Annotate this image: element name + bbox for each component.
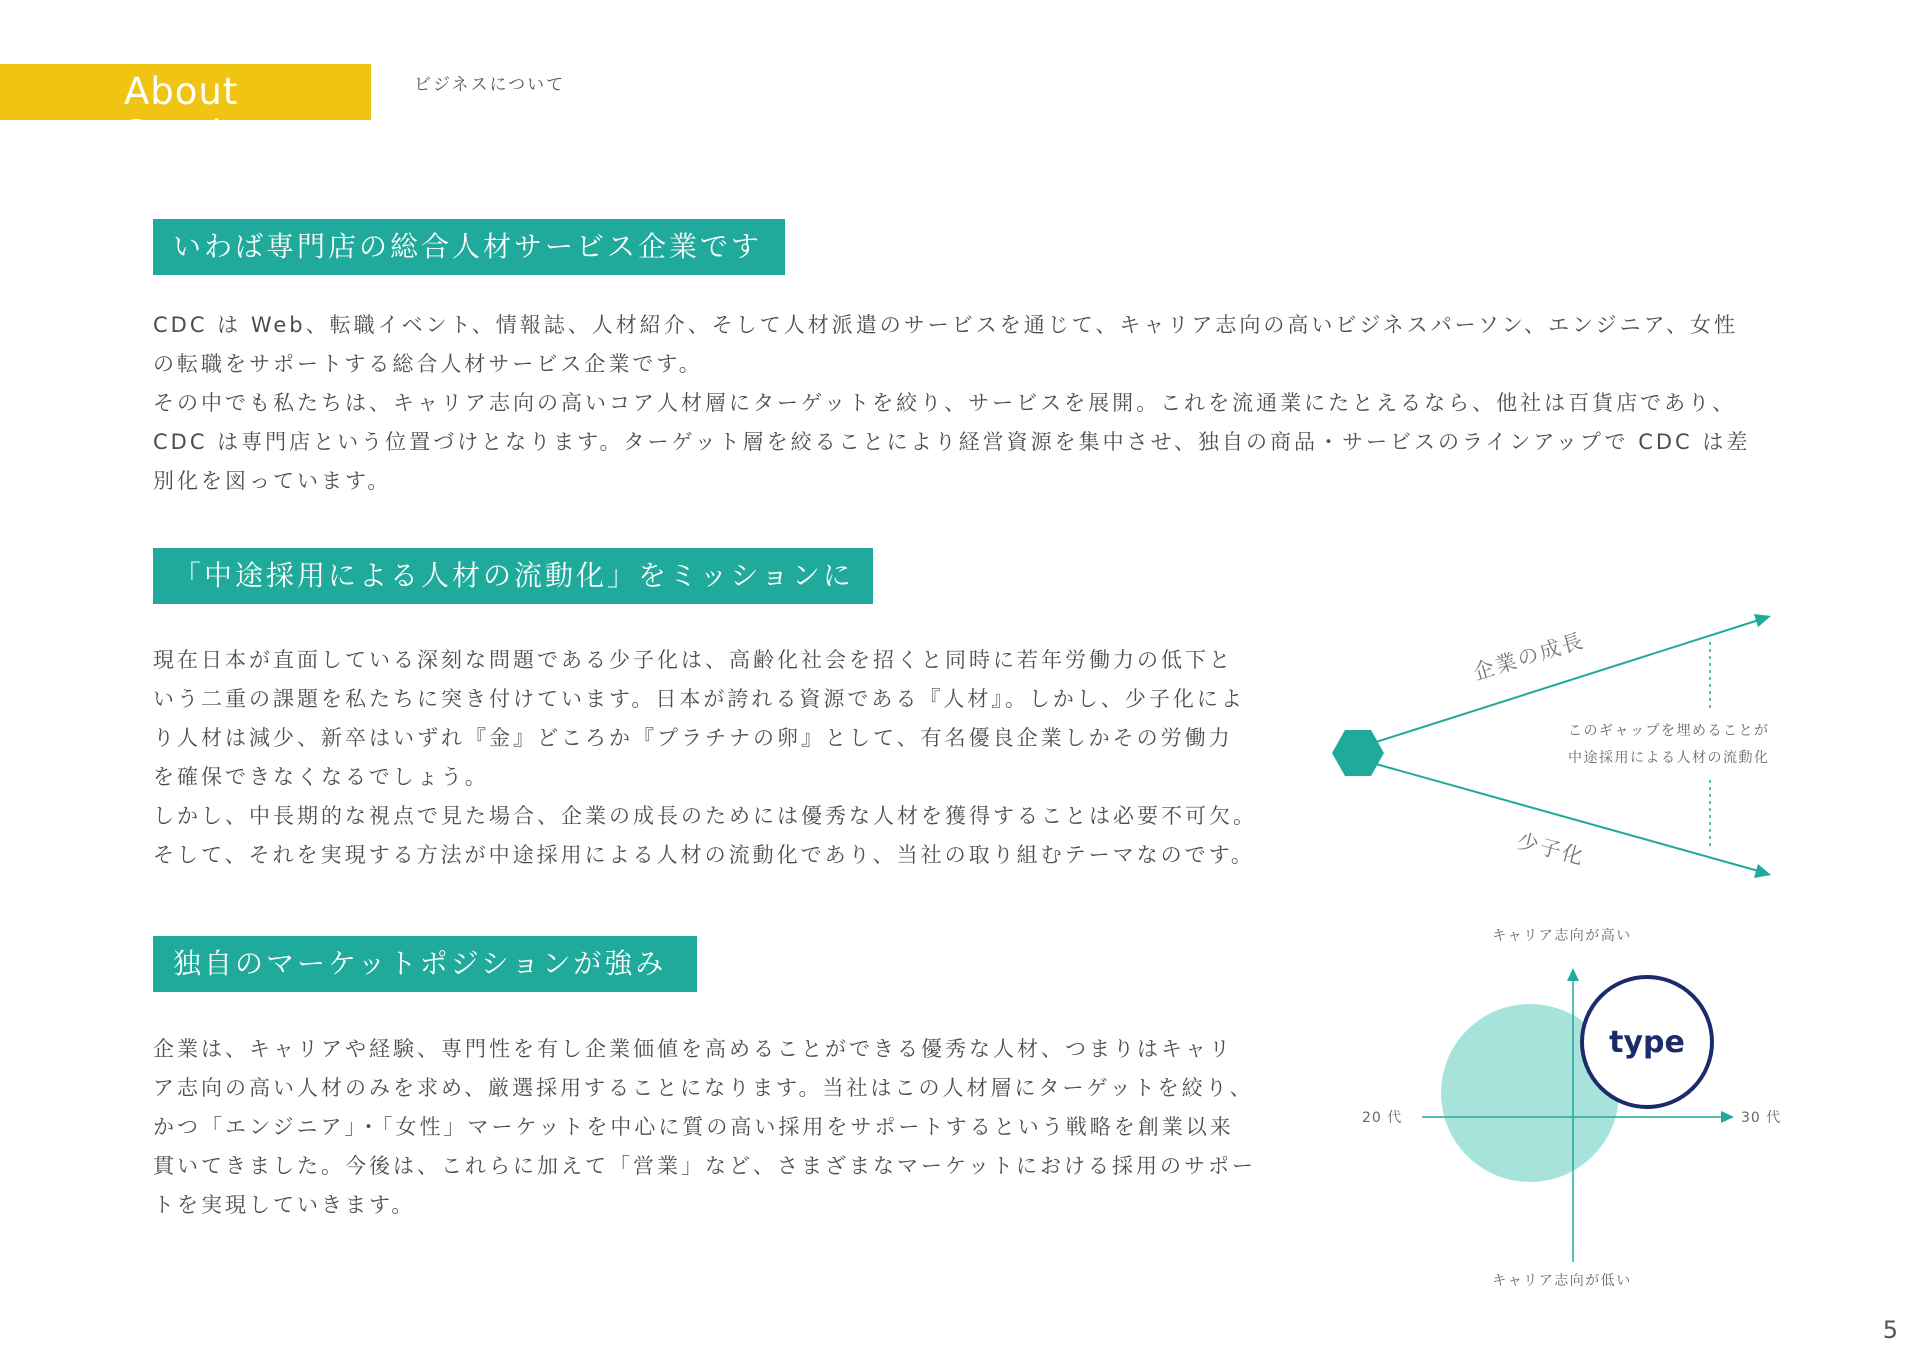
section1-line: その中でも私たちは、キャリア志向の高いコア人材層にターゲットを絞り、サービスを展開。これを流通業にたとえるなら、他社は百貨店であり、 (153, 391, 1737, 415)
section3-heading: 独自のマーケットポジションが強み (153, 936, 697, 992)
top-axis-label: キャリア志向が高い (1492, 928, 1632, 944)
section1-line: CDC は Web、転職イベント、情報誌、人材紹介、そして人材派遣のサービスを通じて、キャリア志向の高いビジネスパーソン、エンジニア、女性 (153, 313, 1738, 337)
section3-line: トを実現していきます。 (153, 1193, 416, 1217)
section2-line: そして、それを実現する方法が中途採用による人材の流動化であり、当社の取り組むテーマなのです。 (153, 843, 1255, 867)
about-service-tag (0, 64, 371, 156)
market-position-map (1340, 920, 1800, 1300)
section2-line: いう二重の課題を私たちに突き付けています。日本が誇れる資源である『人材』。しかし、少子化によ (153, 687, 1245, 711)
type-logo: type (1609, 1025, 1685, 1060)
right-arrow-icon (1721, 1111, 1734, 1123)
gap-caption-line1: このギャップを埋めることが (1568, 723, 1770, 739)
section1-line: CDC は専門店という位置づけとなります。ターゲット層を絞ることにより経営資源を集中させ、独自の商品・サービスのラインアップで CDC は差 (153, 430, 1751, 454)
section2-line: しかし、中長期的な視点で見た場合、企業の成長のためには優秀な人材を獲得することは必要不可欠。 (153, 804, 1257, 828)
growth-gap-diagram (1320, 600, 1800, 890)
section3-line: 貫いてきました。今後は、これらに加えて「営業」など、さまざまなマーケットにおける採用のサポー (153, 1154, 1256, 1178)
right-axis-label: 30 代 (1741, 1110, 1782, 1126)
section1-line: 別化を図っています。 (153, 469, 392, 493)
left-axis-label: 20 代 (1362, 1110, 1403, 1126)
decline-arrow-head-icon (1754, 864, 1771, 878)
bottom-axis-label: キャリア志向が低い (1492, 1273, 1632, 1289)
hexagon-icon (1332, 730, 1384, 776)
decline-label: 少子化 (1514, 828, 1588, 870)
about-service-subtitle: ビジネスについて (414, 75, 566, 95)
section1-line: の転職をサポートする総合人材サービス企業です。 (153, 352, 703, 376)
section2-body (153, 641, 1257, 875)
section3-line: ア志向の高い人材のみを求め、厳選採用することになります。当社はこの人材層にターゲットを絞り、 (153, 1076, 1254, 1100)
page-number: 5 (1882, 1316, 1898, 1344)
gap-caption-line2: 中途採用による人材の流動化 (1568, 750, 1770, 766)
section2-heading: 「中途採用による人材の流動化」をミッションに (153, 548, 873, 604)
section3-line: 企業は、キャリアや経験、専門性を有し企業価値を高めることができる優秀な人材、つまりはキャリ (153, 1037, 1233, 1061)
growth-label: 企業の成長 (1470, 628, 1588, 685)
section2-line: り人材は減少、新卒はいずれ『金』どころか『プラチナの卵』として、有名優良企業しかその労働力 (153, 726, 1233, 750)
section2-line: を確保できなくなるでしょう。 (153, 765, 489, 789)
section3-line: かつ「エンジニア」・「女性」マーケットを中心に質の高い採用をサポートするという戦略を創業以来 (153, 1115, 1234, 1139)
up-arrow-icon (1567, 968, 1579, 981)
section2-line: 現在日本が直面している深刻な問題である少子化は、高齢化社会を招くと同時に若年労働力の低下と (153, 648, 1233, 672)
section1-heading: いわば専門店の総合人材サービス企業です (153, 219, 785, 275)
about-service-title: About Service (124, 70, 268, 156)
growth-arrow-head-icon (1754, 614, 1771, 627)
section1-body (153, 306, 1750, 501)
section3-body (153, 1030, 1256, 1225)
